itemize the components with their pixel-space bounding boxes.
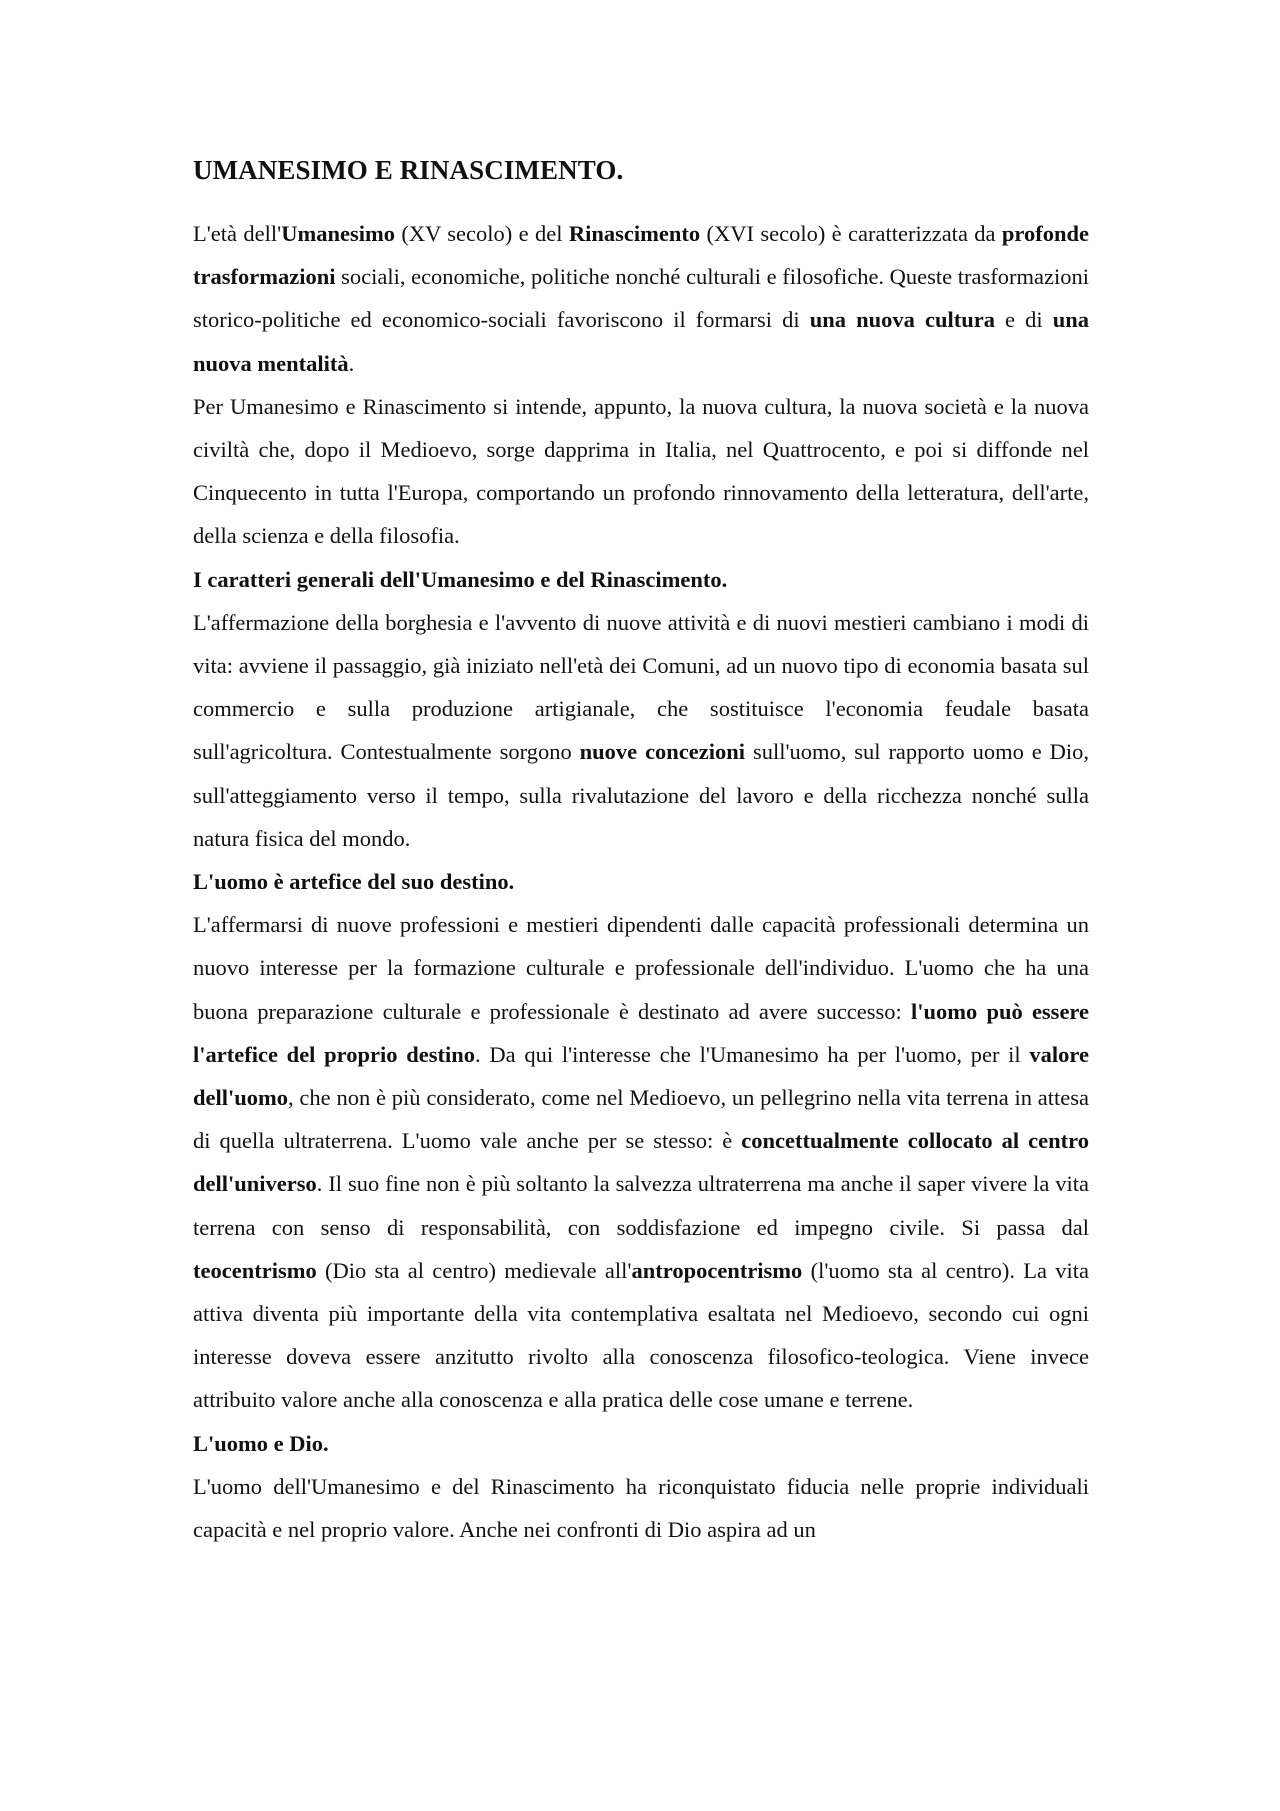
bold-run: valore dell'uomo [193, 1041, 1089, 1111]
bold-run: profonde trasformazioni [193, 221, 1090, 290]
document-page [193, 150, 1089, 1551]
caratteri-paragraph [193, 601, 1089, 860]
artefice-paragraph [193, 903, 1089, 1421]
bold-run: nuove concezioni [579, 739, 746, 765]
section-heading-caratteri: I caratteri generali dell'Umanesimo e del Rinascimento. [193, 566, 728, 592]
document-title: UMANESIMO E RINASCIMENTO. [193, 155, 624, 185]
bold-run: Umanesimo [281, 221, 395, 246]
bold-run: l'uomo può essere l'artefice del proprio destino [193, 998, 1089, 1067]
bold-run: teocentrismo [193, 1257, 317, 1283]
section-heading-artefice: L'uomo è artefice del suo destino. [193, 869, 515, 895]
text-run: (XV secolo) e del [394, 221, 569, 246]
bold-run: antropocentrismo [631, 1257, 803, 1283]
text-run: (XVI secolo) è caratterizzata da [700, 221, 1002, 246]
dio-paragraph: L'uomo dell'Umanesimo e del Rinascimento ha riconquistato fiducia nelle proprie individuali capacità e nel proprio valore. Anche nei confronti di Dio aspira ad un [193, 1473, 1089, 1543]
text-run: L'affermarsi di nuove professioni e mestieri dipendenti dalle capacità professionali determina un nuovo interesse per la formazione culturale e professionale dell'individuo. L'uomo che ha una buona preparazione culturale e professionale è destinato ad avere successo: [193, 912, 1089, 1024]
text-run: L'età dell' [193, 221, 282, 246]
bold-run: concettualmente collocato al centro dell'universo [193, 1128, 1089, 1197]
definition-paragraph: Per Umanesimo e Rinascimento si intende, appunto, la nuova cultura, la nuova società e la nuova civiltà che, dopo il Medioevo, sorge dapprima in Italia, nel Quattrocento, e poi si diffonde nel Cinquecento in tutta l'Europa, comportando un profondo rinnovamento della letteratura, dell'arte, della scienza e della filosofia. [193, 393, 1089, 549]
text-run: . Il suo fine non è più soltanto la salvezza ultraterrena ma anche il saper vivere la vita terrena con senso di responsabilità, con soddisfazione ed impegno civile. Si passa dal [193, 1171, 1089, 1240]
text-run: . [348, 350, 355, 376]
text-run: e di [994, 307, 1053, 333]
text-run: sociali, economiche, politiche nonché culturali e filosofiche. Queste trasformazioni storico-politiche ed economico-sociali favoriscono il formarsi di [193, 264, 1089, 333]
text-run: (l'uomo sta al centro). La vita attiva diventa più importante della vita contemplativa esaltata nel Medioevo, secondo cui ogni interesse doveva essere anzitutto rivolto alla conoscenza filosofico-teologica. Viene invece attribuito valore anche alla conoscenza e alla pratica delle cose umane e terrene. [193, 1257, 1089, 1413]
text-run: L'affermazione della borghesia e l'avvento di nuove attività e di nuovi mestieri cambiano i modi di vita: avviene il passaggio, già iniziato nell'età dei Comuni, ad un nuovo tipo di economia basata sul commercio e sulla produzione artigianale, che sostituisce l'economia feudale basata sull'agricoltura. Contestualmente sorgono [193, 609, 1089, 765]
text-run: (Dio sta al centro) medievale all' [316, 1257, 632, 1283]
text-run: . Da qui l'interesse che l'Umanesimo ha per l'uomo, per il [475, 1041, 1030, 1067]
text-run: sull'uomo, sul rapporto uomo e Dio, sull'atteggiamento verso il tempo, sulla rivalutazione del lavoro e della ricchezza nonché sulla natura fisica del mondo. [193, 739, 1089, 851]
text-run: , che non è più considerato, come nel Medioevo, un pellegrino nella vita terrena in attesa di quella ultraterrena. L'uomo vale anche per se stesso: è [193, 1085, 1089, 1154]
section-heading-dio: L'uomo e Dio. [193, 1430, 329, 1456]
bold-run: una nuova cultura [809, 307, 995, 333]
bold-run: Rinascimento [568, 221, 701, 246]
intro-paragraph [193, 212, 1089, 385]
bold-run: una nuova mentalità [193, 307, 1089, 376]
